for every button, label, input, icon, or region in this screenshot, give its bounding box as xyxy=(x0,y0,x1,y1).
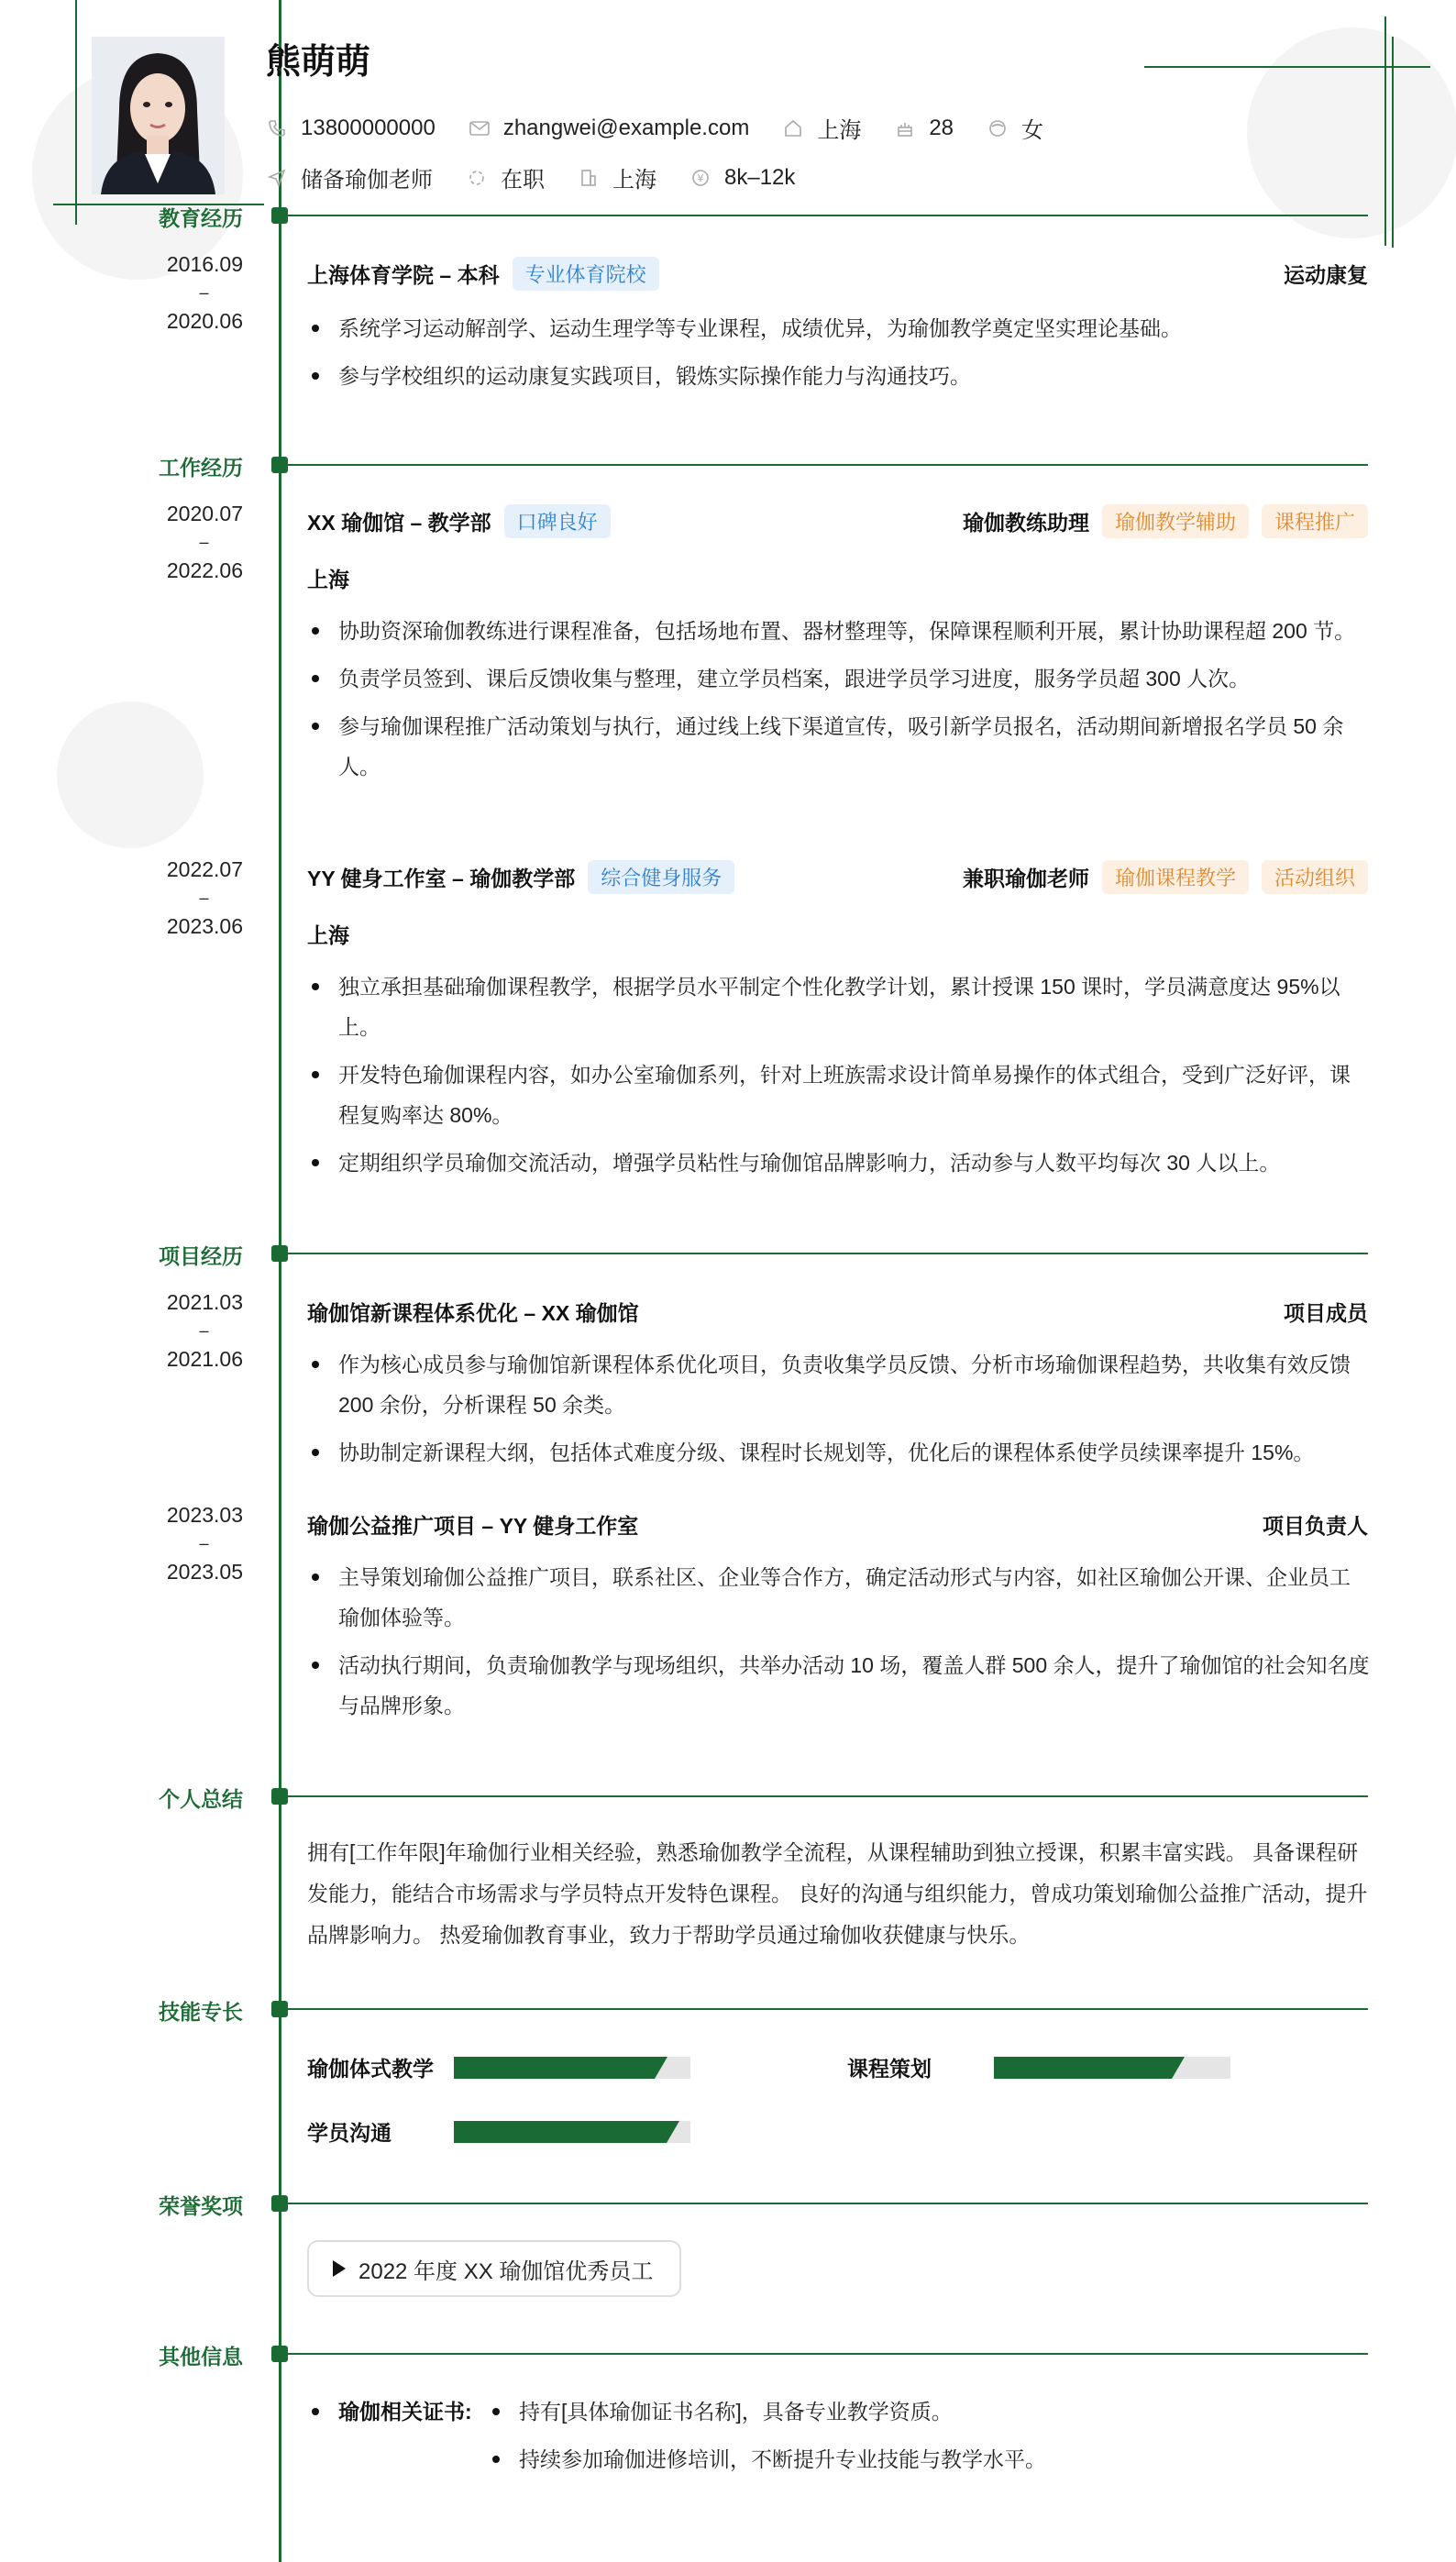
candidate-name: 熊萌萌 xyxy=(266,43,371,82)
section-title-skills: 技能专长 xyxy=(159,2000,243,2024)
project-header xyxy=(307,1297,1368,1327)
section-divider xyxy=(286,1253,1368,1254)
list-item: 开发特色瑜伽课程内容，如办公室瑜伽系列，针对上班族需求设计简单易操作的体式组合，受到广泛好评，课程复购率达 80%。 xyxy=(307,1055,1371,1135)
work-header xyxy=(307,504,1368,538)
decor-line xyxy=(75,0,77,225)
send-icon xyxy=(266,167,288,189)
company-name: YY 健身工作室 – 瑜伽教学部 xyxy=(307,867,576,890)
education-date: 2016.09 – 2020.06 xyxy=(166,252,243,333)
status-icon xyxy=(466,167,488,189)
section-divider xyxy=(286,1795,1368,1797)
list-item: 活动执行期间，负责瑜伽教学与现场组织，共举办活动 10 场，覆盖人群 500 余人，提升了瑜伽馆的社会知名度与品牌形象。 xyxy=(307,1645,1371,1726)
contact-row xyxy=(266,112,1076,144)
play-icon xyxy=(333,2260,346,2277)
timeline-line xyxy=(279,0,281,2562)
work-date: 2020.07 – 2022.06 xyxy=(166,502,243,582)
skill-bar-fill xyxy=(994,2057,1172,2079)
skill-bar-fill xyxy=(454,2057,655,2079)
section-divider xyxy=(286,2008,1368,2010)
section-title-education: 教育经历 xyxy=(159,206,243,230)
project-date: 2023.03 – 2023.05 xyxy=(166,1503,243,1584)
list-item: 定期组织学员瑜伽交流活动，增强学员粘性与瑜伽馆品牌影响力，活动参与人数平均每次 30 人以上。 xyxy=(307,1143,1371,1183)
decor-line xyxy=(1144,66,1430,68)
list-item: 协助制定新课程大纲，包括体式难度分级、课程时长规划等，优化后的课程体系使学员续课率提升 15%。 xyxy=(307,1432,1371,1473)
project-bullets xyxy=(307,1557,1371,1733)
school-name: 上海体育学院 – 本科 xyxy=(307,263,500,287)
decor-circle-right-top xyxy=(1247,28,1456,238)
decor-line xyxy=(1392,37,1394,248)
section-divider xyxy=(286,215,1368,216)
project-date: 2021.03 – 2021.06 xyxy=(166,1290,243,1371)
skill-name: 课程策划 xyxy=(847,2057,932,2081)
school-tag: 专业体育院校 xyxy=(513,257,659,291)
certificate-label: 瑜伽相关证书: xyxy=(338,2400,472,2424)
skill-item xyxy=(307,2052,690,2082)
section-title-awards: 荣誉奖项 xyxy=(159,2194,243,2218)
list-item: 持有[具体瑜伽证书名称]，具备专业教学资质。 xyxy=(488,2391,1313,2432)
award-item[interactable] xyxy=(307,2240,681,2297)
company-tag: 综合健身服务 xyxy=(588,860,734,894)
section-title-other: 其他信息 xyxy=(159,2345,243,2369)
project-role: 项目负责人 xyxy=(1263,1514,1368,1538)
list-item: 负责学员签到、课后反馈收集与整理，建立学员档案，跟进学员学习进度，服务学员超 300 人次。 xyxy=(307,658,1371,699)
list-item: 持续参加瑜伽进修培训，不断提升专业技能与教学水平。 xyxy=(488,2439,1313,2479)
gender-icon xyxy=(987,117,1009,139)
company-name: XX 瑜伽馆 – 教学部 xyxy=(307,511,491,535)
list-item: 作为核心成员参与瑜伽馆新课程体系优化项目，负责收集学员反馈、分析市场瑜伽课程趋势，共收集有效反馈 200 余份，分析课程 50 余类。 xyxy=(307,1344,1371,1425)
phone-icon xyxy=(266,117,288,139)
section-title-projects: 项目经历 xyxy=(159,1244,243,1268)
award-text: 2022 年度 XX 瑜伽馆优秀员工 xyxy=(358,2258,654,2284)
skill-bar xyxy=(454,2121,690,2143)
project-header xyxy=(307,1509,1368,1540)
job-intent-row xyxy=(266,161,828,193)
age-icon xyxy=(894,117,916,139)
list-item: 系统学习运动解剖学、运动生理学等专业课程，成绩优异，为瑜伽教学奠定坚实理论基础。 xyxy=(307,308,1371,348)
project-bullets xyxy=(307,1344,1371,1480)
age-text: 28 xyxy=(929,115,954,140)
avatar xyxy=(92,37,225,194)
section-divider xyxy=(286,464,1368,466)
education-header xyxy=(307,257,1368,291)
list-item: 独立承担基础瑜伽课程教学，根据学员水平制定个性化教学计划，累计授课 150 课时，学员满意度达 95%以上。 xyxy=(307,966,1371,1047)
status-text: 在职 xyxy=(501,168,545,193)
project-role: 项目成员 xyxy=(1284,1301,1368,1325)
target-role-text: 储备瑜伽老师 xyxy=(301,168,433,193)
job-role: 瑜伽教练助理 xyxy=(962,511,1089,535)
skill-tag: 课程推广 xyxy=(1262,504,1368,538)
work-header xyxy=(307,860,1368,894)
job-role: 兼职瑜伽老师 xyxy=(962,867,1089,890)
skill-bar xyxy=(994,2057,1230,2079)
skill-bar-fill xyxy=(454,2121,667,2143)
education-bullets xyxy=(307,308,1371,403)
section-title-summary: 个人总结 xyxy=(159,1787,243,1811)
work-date: 2022.07 – 2023.06 xyxy=(166,857,243,938)
work-bullets xyxy=(307,966,1371,1190)
skill-tag: 活动组织 xyxy=(1262,860,1368,894)
major-text: 运动康复 xyxy=(1284,263,1368,287)
list-item: 参与瑜伽课程推广活动策划与执行，通过线上线下渠道宣传，吸引新学员报名，活动期间新增报名学员 50 余人。 xyxy=(307,706,1371,787)
list-item: 协助资深瑜伽教练进行课程准备，包括场地布置、器材整理等，保障课程顺利开展，累计协助课程超 200 节。 xyxy=(307,611,1371,651)
target-city-text: 上海 xyxy=(612,168,656,193)
project-name: 瑜伽公益推广项目 – YY 健身工作室 xyxy=(307,1514,639,1538)
skill-item xyxy=(847,2052,1230,2082)
project-name: 瑜伽馆新课程体系优化 – XX 瑜伽馆 xyxy=(307,1301,639,1325)
section-divider xyxy=(286,2203,1368,2204)
email-text: zhangwei@example.com xyxy=(502,115,750,140)
home-icon xyxy=(782,117,804,139)
skill-name: 学员沟通 xyxy=(307,2121,392,2145)
other-info xyxy=(307,2391,1371,2471)
skill-item xyxy=(307,2116,690,2147)
mail-icon xyxy=(469,117,491,139)
building-icon xyxy=(578,167,600,189)
skill-bar xyxy=(454,2057,690,2079)
decor-line xyxy=(1384,17,1386,246)
company-tag: 口碑良好 xyxy=(504,504,611,538)
work-location: 上海 xyxy=(307,568,349,591)
list-item: 参与学校组织的运动康复实践项目，锻炼实际操作能力与沟通技巧。 xyxy=(307,356,1371,396)
city-text: 上海 xyxy=(817,118,862,143)
list-item: 主导策划瑜伽公益推广项目，联系社区、企业等合作方，确定活动形式与内容，如社区瑜伽公开课、企业员工瑜伽体验等。 xyxy=(307,1557,1371,1638)
summary-text: 拥有[工作年限]年瑜伽行业相关经验，熟悉瑜伽教学全流程，从课程辅助到独立授课，积累丰富实践。 具备课程研发能力，能结合市场需求与学员特点开发特色课程。 良好的沟通与组织能力，曾成功策划瑜伽公益推广活动，提升品牌影响力。 热爱瑜伽教育事业，致力于帮助学员通过瑜伽收获健康与快乐。 xyxy=(307,1840,1368,1947)
svg-text:¥: ¥ xyxy=(697,171,704,184)
section-divider xyxy=(286,2353,1368,2355)
phone-text: 13800000000 xyxy=(301,115,436,140)
salary-icon xyxy=(689,167,711,189)
skill-name: 瑜伽体式教学 xyxy=(307,2057,434,2081)
gender-text: 女 xyxy=(1021,118,1044,143)
decor-circle-left-mid xyxy=(57,701,204,848)
skill-tag: 瑜伽课程教学 xyxy=(1102,860,1249,894)
section-title-work: 工作经历 xyxy=(159,456,243,480)
work-bullets xyxy=(307,611,1371,794)
work-location: 上海 xyxy=(307,923,349,947)
salary-text: 8k–12k xyxy=(724,164,796,190)
skill-tag: 瑜伽教学辅助 xyxy=(1102,504,1249,538)
